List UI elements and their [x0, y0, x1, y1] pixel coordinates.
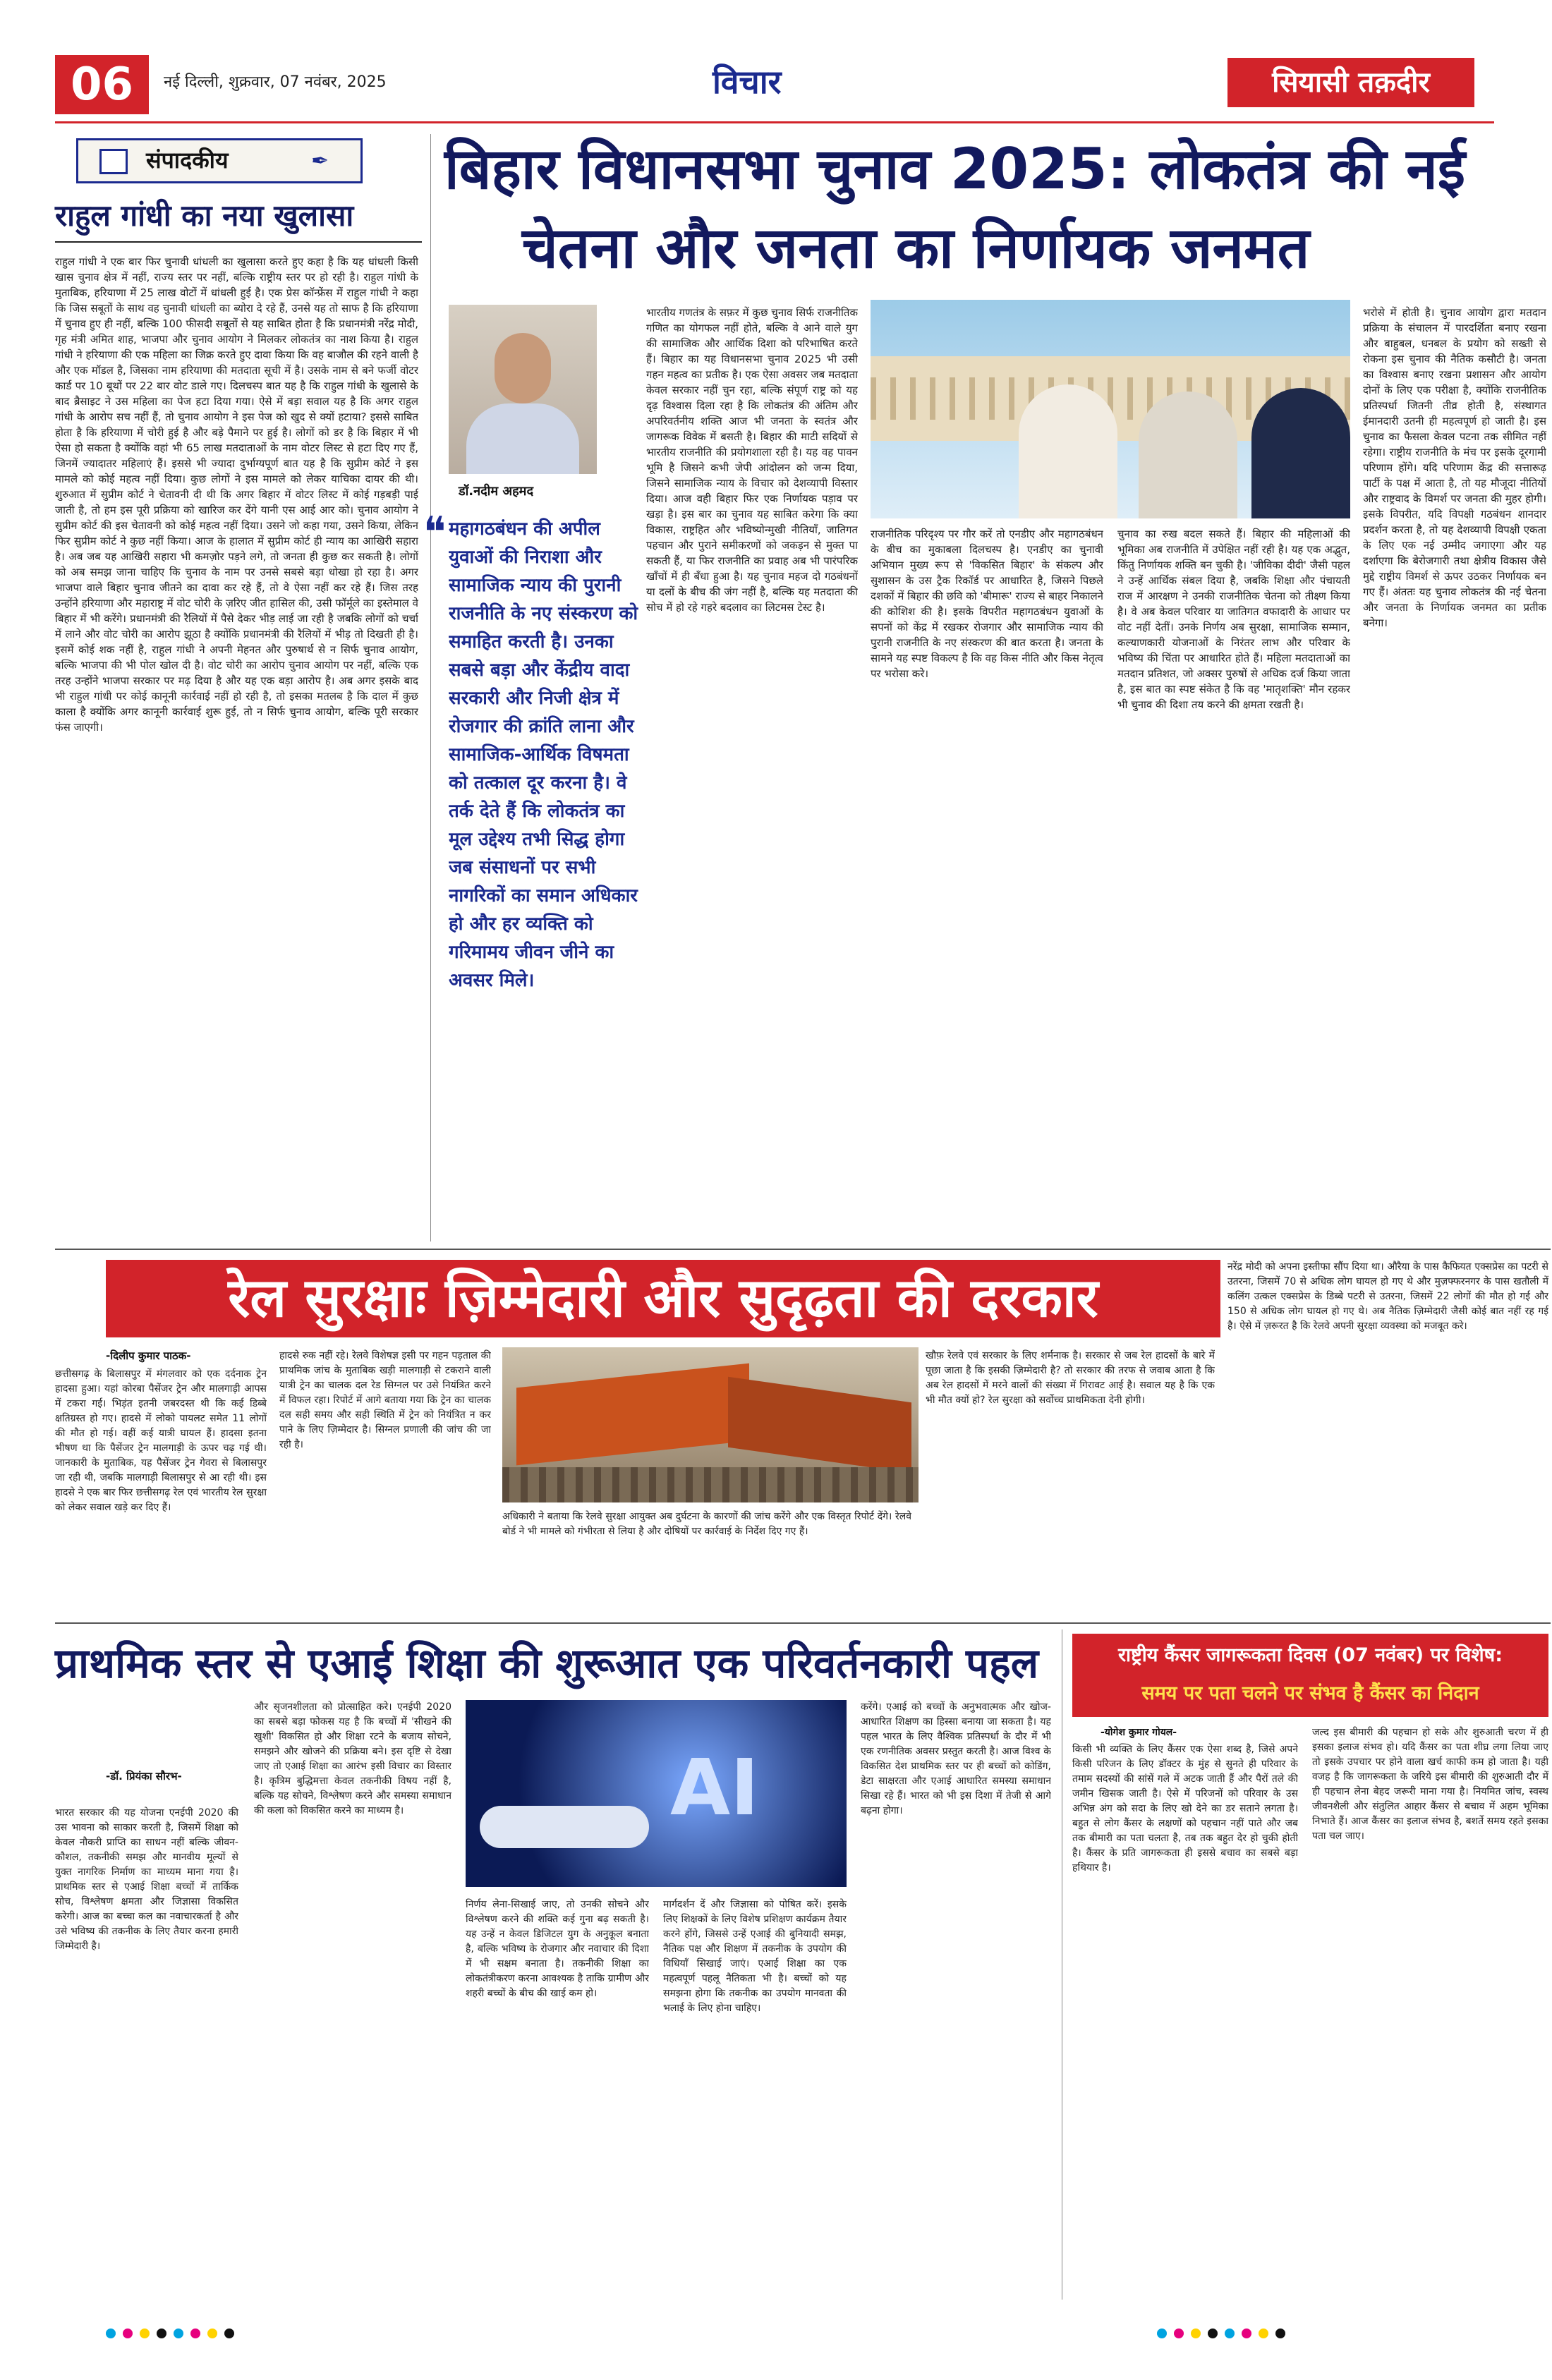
rail-col-4: खौफ़ रेलवे एवं सरकार के लिए शर्मनाक है। सरकार से जब रेल हादसों के बारे में पूछा जाता है कि इसकी ज़िम्मेदारी है? तो सरकार की तरफ से जवाब आता है कि अब रेल हादसों में मरने वालों की संख्या में गिरावट आई है। सवाल यह है कि एक भी मौत क्यों हो? रेल सुरक्षा को सर्वोच्च प्राथमिकता देनी होगी। — [926, 1350, 1215, 1406]
robot-hand — [480, 1806, 649, 1848]
checkbox-icon — [99, 149, 128, 174]
ai-brain-graphic: AI — [670, 1742, 760, 1833]
rail-photo — [502, 1347, 919, 1502]
train-coach-2 — [728, 1377, 911, 1474]
reg-dot-black — [157, 2329, 166, 2338]
author-shirt — [466, 403, 579, 474]
leader-1 — [1019, 384, 1117, 518]
cancer-author: -योगेश कुमार गोयल- — [1101, 1727, 1177, 1738]
reg-dot-magenta — [190, 2329, 200, 2338]
page-number: 06 — [55, 55, 149, 114]
masthead — [0, 0, 1552, 111]
lead-pullquote: महागठबंधन की अपील युवाओं की निराशा और सामाजिक न्याय की पुरानी राजनीति के नए संस्करण को समाहित करती है। उनका सबसे बड़ा और केंद्रीय वादा सरकारी और निजी क्षेत्र में रोजगार की क्रांति लाना और सामाजिक-आर्थिक विषमता को तत्काल दूर करना है। वे तर्क देते हैं कि लोकतंत्र का मूल उद्देश्य तभी सिद्ध होगा जब संसाधनों पर सभी नागरिकों का समान अधिकार हो और हर व्यक्ति को गरिमामय जीवन जीने का अवसर मिले। — [449, 518, 638, 991]
reg-dot-cyan — [1225, 2329, 1235, 2338]
track — [502, 1467, 919, 1502]
reg-dot-cyan — [1157, 2329, 1167, 2338]
reg-dot-magenta — [123, 2329, 133, 2338]
rail-col-3: अधिकारी ने बताया कि रेलवे सुरक्षा आयुक्त अब दुर्घटना के कारणों की जांच करेंगे और एक विस्तृत रिपोर्ट देंगे। रेलवे बोर्ड ने भी मामले को गंभीरता से लिया है और दोषियों पर कार्रवाई के निर्देश दिए गए हैं। — [502, 1511, 911, 1537]
ai-col-4: मार्गदर्शन दें और जिज्ञासा को पोषित करें। इसके लिए शिक्षकों के लिए विशेष प्रशिक्षण कार्यक्रम तैयार करने होंगे, जिससे उन्हें एआई की बुनियादी समझ, नैतिक पक्ष और शिक्षण में तकनीक के उपयोग की विधियाँ सिखाई जाएं। एआई शिक्षा का एक महत्वपूर्ण पहलू नैतिकता भी है। बच्चों को यह समझना होगा कि तकनीक का उपयोग मानवता की भलाई के लिए होना चाहिए। — [663, 1899, 847, 2014]
editorial-body: राहुल गांधी ने एक बार फिर चुनावी धांधली का खुलासा करते हुए कहा है कि यह धांधली किसी खास चुनाव क्षेत्र में नहीं, राज्य स्तर पर नहीं, बल्कि राष्ट्रीय स्तर पर हो रही है। राहुल गांधी के मुताबिक, हरियाणा में 25 लाख वोटों में धांधली हुई है। एक प्रेस कॉन्फ्रेंस में राहुल गांधी ने कहा कि जिस सबूतों के साथ वह चुनावी धांधली का ब्योरा दे रहे हैं, उनसे यह तो साफ है कि हरियाणा में चुनाव हुए ही नहीं, बल्कि 100 फीसदी सबूतों से यह साबित होता है कि प्रधानमंत्री नरेंद्र मोदी, गृह मंत्री अमित शाह, भाजपा और चुनाव आयोग ने मिलकर लोकतंत्र का नाश किया है। राहुल गांधी ने हरियाणा की एक महिला का जिक्र करते हुए दावा किया कि वह बाजौल की रहने वाली है और एक मॉडल है, जिसका नाम हरियाणा की मतदाता सूची में है। उसके नाम से बने फर्जी वोटर कार्ड पर 10 बूथों पर 22 बार वोट डाले गए। दिलचस्प बात यह है कि राहुल गांधी के खुलासे के बाद ब्रैसाइट ने उस महिला का पेज हटा दिया गया। ऐसे में बड़ा सवाल यह है कि अगर राहुल गांधी के आरोप सच नहीं हैं, तो चुनाव आयोग ने इस पेज को खुद से क्यों हटाया? इससे साबित होता है कि हरियाणा में चोरी हुई है और बड़े पैमाने पर हुई है। लोगों को डर है कि बिहार में भी ऐसा हो सकता है क्योंकि वहां भी 65 लाख मतदाताओं के नाम वोटर लिस्ट से हटा दिए गए हैं, जिनमें ज्यादातर महिलाएं हैं। इससे भी ज्यादा दुर्भाग्यपूर्ण बात यह है कि सुप्रीम कोर्ट ने इस मामले को कोई महत्व नहीं दिया। कुछ लोगों ने इस मामले को लेकर याचिका दायर की थी। शुरुआत में सुप्रीम कोर्ट ने चेतावनी दी थी कि अगर बिहार में वोटर लिस्ट में कोई गड़बड़ी पाई जाती है, तो हम इस पूरी प्रक्रिया को खारिज कर देंगे यानी एस आई आर को। चुनाव आयोग ने सुप्रीम कोर्ट की इस चेतावनी को कोई महत्व नहीं दिया। उसने जो कहा गया, उसने किया, लेकिन फिर सुप्रीम कोर्ट ने कुछ नहीं किया। आज के हालात में सुप्रीम कोर्ट ही न्याय का आखिरी सहारा है। अब जब यह आखिरी सहारा भी कमज़ोर पड़ने लगे, तो जनता ही कुछ कर सकती है। लोगों को अब समझ जाना चाहिए कि चुनाव के नाम पर उनसे सबसे बड़ा धोखा हो रहा है। अगर भाजपा वाले बिहार चुनाव जीतने का दावा कर रहे हैं, तो वे ऐसा नहीं कर रहे हैं। जिस तरह उन्होंने हरियाणा और महाराष्ट्र में वोट चोरी के ज़रिए जीत हासिल की, उसी फॉर्मूले का इस्तेमाल वे बिहार में भी करेंगे। प्रधानमंत्री की रैलियों में पैसे देकर भीड़ लाई जा रही है जबकि लोगों को चर्चा में लाने और वोट चोरी का आरोप झूठा है क्योंकि प्रधानमंत्री की रैलियों में भीड़ तो दिखती ही है। इसमें कोई शक नहीं है, राहुल गांधी ने अपनी मेहनत और पुरुषार्थ से न सिर्फ चुनाव आयोग, बल्कि भाजपा की भी पोल खोल दी है। वोट चोरी का आरोप चुनाव आयोग पर नहीं, बल्कि एक तरह उन्होंने भाजपा सरकार पर मढ़ दिया है और यह एक बड़ा आरोप है। अब अगर इसके बाद भी राहुल गांधी पर कोई कानूनी कार्रवाई नहीं हो रही है, तो इसका मतलब है कि दाल में कुछ काला है क्योंकि अगर कानूनी कार्रवाई शुरू हुई, तो न सिर्फ चुनाव आयोग, बल्कि पूरी सरकार फंस जाएगी। — [55, 255, 418, 734]
section-rule-2 — [55, 1622, 1551, 1624]
lead-col-4: भरोसे में होती है। चुनाव आयोग द्वारा मतदान प्रक्रिया के संचालन में पारदर्शिता बनाए रखना और बाहुबल, धनबल के प्रयोग को सख्ती से रोकना इस चुनाव की नैतिक कसौटी है। जनता का विश्वास बनाए रखना प्रशासन और आयोग दोनों के लिए एक परीक्षा है, क्योंकि राजनीतिक प्रतिस्पर्धा जितनी तीव्र होती है, संस्थागत ईमानदारी उतनी ही महत्वपूर्ण हो जाती है। इस चुनाव का फैसला केवल पटना तक सीमित नहीं रहेगा। राष्ट्रीय राजनीति के मंच पर इसके दूरगामी परिणाम होंगे। यदि परिणाम केंद्र की सत्तारूढ़ पार्टी के पक्ष में आता है, तो यह मौजूदा नीतियों और राष्ट्रवाद के विमर्श पर जनता की मुहर होगी। इसके विपरीत, यदि विपक्षी गठबंधन शानदार प्रदर्शन करता है, तो यह देशव्यापी विपक्षी एकता के लिए एक नई उम्मीद जगाएगा और यह दर्शाएगा कि बेरोजगारी तथा क्षेत्रीय विकास जैसे मुद्दे राष्ट्रीय विमर्श से ऊपर उठकर निर्णायक बन गए हैं। अंततः यह चुनाव लोकतंत्र की नई चेतना और जनता के निर्णायक जनमत का प्रतीक बनेगा। — [1363, 306, 1546, 629]
reg-dot-yellow — [207, 2329, 217, 2338]
masthead-rule — [55, 121, 1494, 123]
lead-col-1: भारतीय गणतंत्र के सफ़र में कुछ चुनाव सिर्फ राजनीतिक गणित का योगफल नहीं होते, बल्कि वे आने वाले युग की सामाजिक और आर्थिक दिशा को परिभाषित करते हैं। बिहार का यह विधानसभा चुनाव 2025 भी उसी गहन महत्व का प्रतीक है। एक ऐसा अवसर जब मतदाता केवल सरकार नहीं चुन रहा, बल्कि संपूर्ण राष्ट्र को यह दृढ़ विश्वास दिला रहा है कि लोकतंत्र की अंतिम और अपरिवर्तनीय शक्ति आज भी जनता के स्वतंत्र और जागरूक विवेक में बसती है। बिहार की माटी सदियों से भारतीय राजनीति की प्रयोगशाला रही है। यह वह पावन भूमि है जिसने कभी जेपी आंदोलन को जन्म दिया, जिसने सामाजिक न्याय के विचार को देशव्यापी विस्तार दिया। आज वही बिहार फिर एक निर्णायक पड़ाव पर खड़ा है। इस बार का चुनाव यह साबित करेगा कि क्या विकास, राष्ट्रहित और भविष्योन्मुखी नीतियाँ, जातिगत पहचान और पुराने समीकरणों को जकड़न से मुक्त पा सकती हैं, या फिर राजनीति का प्रवाह अब भी पारंपरिक खाँचों में ही बँधा हुआ है। यह चुनाव महज दो गठबंधनों या दलों के बीच की जंग नहीं है, बल्कि यह मतदाता की सोच में हो रहे गहरे बदलाव का लिटमस टेस्ट है। — [646, 306, 858, 614]
dateline: नई दिल्ली, शुक्रवार, 07 नवंबर, 2025 — [164, 73, 387, 91]
ai-author: -डॉ. प्रियंका सौरभ- — [106, 1770, 182, 1783]
author-photo — [449, 305, 597, 474]
cancer-col-1: किसी भी व्यक्ति के लिए कैंसर एक ऐसा शब्द है, जिसे अपने किसी परिजन के लिए डॉक्टर के मुंह से सुनते ही परिवार के तमाम सदस्यों की सांसें गले में अटक जाती हैं और पैरों तले की जमीन खिसक जाती है। ऐसे में परिजनों को परिवार के उस अभिन्न अंग को सदा के लिए खो देने का डर सताने लगता है। बहुत से लोग कैंसर के लक्षणों को पहचान नहीं पाते और जब तक बीमारी का पता चलता है, तब तक बहुत देर हो चुकी होती है। कैंसर के प्रति जागरूकता ही इससे बचाव का सबसे बड़ा हथियार है। — [1072, 1744, 1298, 1874]
lead-col-2: राजनीतिक परिदृश्य पर गौर करें तो एनडीए और महागठबंधन के बीच का मुकाबला दिलचस्प है। एनडीए का चुनावी अभियान मुख्य रूप से 'विकसित बिहार' के संकल्प और सुशासन के उस ट्रैक रिकॉर्ड पर आधारित है, जिसने पिछले दशकों में बिहार की छवि को 'बीमारू' राज्य से बाहर निकालने की कोशिश की है। इसके विपरीत महागठबंधन युवाओं के सपनों को केंद्र में रखकर रोजगार और सामाजिक न्याय की पुरानी राजनीति के नए संस्करण की बात करता है। जनता के सामने यह स्पष्ट विकल्प है कि वह किस नीति और किस नेतृत्व पर भरोसा करे। — [871, 528, 1103, 680]
quote-icon: ❝ — [423, 508, 447, 557]
cancer-col-2: जल्द इस बीमारी की पहचान हो सके और शुरुआती चरण में ही इसका इलाज संभव हो। यदि कैंसर का पता शीघ्र लगा लिया जाए तो इसके उपचार पर होने वाला खर्च काफी कम हो जाता है। यही वजह है कि जागरूकता के जरिये इस बीमारी की शुरुआती दौर में ही पहचान लेना बेहद जरूरी माना गया है। नियमित जांच, स्वस्थ जीवनशैली और संतुलित आहार कैंसर से बचाव में अहम भूमिका निभाते हैं। आज कैंसर का इलाज संभव है, बशर्ते समय रहते इसका पता चल जाए। — [1312, 1727, 1548, 1842]
lead-headline-2: चेतना और जनता का निर्णायक जनमत — [522, 215, 1310, 281]
rail-author: -दिलीप कुमार पाठक- — [106, 1349, 191, 1362]
ai-photo — [466, 1700, 847, 1887]
reg-dot-cyan — [106, 2329, 116, 2338]
editorial-rule — [55, 241, 422, 243]
rail-col-1: छत्तीसगढ़ के बिलासपुर में मंगलवार को एक दर्दनाक ट्रेन हादसा हुआ। यहां कोरबा पैसेंजर ट्रेन और मालगाड़ी आपस में टकरा गई। भिड़ंत इतनी जबरदस्त थी कि कई डिब्बे क्षतिग्रस्त हो गए। हादसे में लोको पायलट समेत 11 लोगों की मौत हो गई। वहीं कई यात्री घायल हैं। हादसा इतना भीषण था कि पैसेंजर ट्रेन मालगाड़ी के ऊपर चढ़ गई थी। जानकारी के मुताबिक, यह पैसेंजर ट्रेन गेवरा से बिलासपुर जा रही थी, जबकि मालगाड़ी बिलासपुर से आ रही थी। इस हादसे ने एक बार फिर छत्तीसगढ़ रेल एवं भारतीय रेल सुरक्षा को लेकर सवाल खड़े कर दिए हैं। — [55, 1368, 267, 1513]
reg-dot-yellow — [1259, 2329, 1268, 2338]
lead-photo — [871, 300, 1350, 518]
reg-dot-black — [1275, 2329, 1285, 2338]
reg-dot-yellow — [140, 2329, 150, 2338]
editorial-label: संपादकीय — [146, 147, 229, 174]
reg-dot-magenta — [1242, 2329, 1251, 2338]
rail-col-2: हादसे रुक नहीं रहे। रेलवे विशेषज्ञ इसी पर गहन पड़ताल की प्राथमिक जांच के मुताबिक खड़ी मालगाड़ी से टकराने वाली यात्री ट्रेन का चालक दल रेड सिग्नल पर उसे नियंत्रित करने में विफल रहा। रिपोर्ट में आगे बताया गया कि ट्रेन का चालक दल सही समय और सही स्थिति में ट्रेन को नियंत्रित न कर पाने के लिए ज़िम्मेदार है। सिग्नल प्रणाली की जांच की जा रही है। — [279, 1350, 491, 1450]
lead-headline-1: बिहार विधानसभा चुनाव 2025: लोकतंत्र की नई — [444, 136, 1466, 202]
cancer-headline-band — [1072, 1634, 1548, 1717]
ai-col-3: निर्णय लेना-सिखाई जाए, तो उनकी सोचने और विश्लेषण करने की शक्ति कई गुना बढ़ सकती है। यह उन्हें न केवल डिजिटल युग के अनुकूल बनाता है, बल्कि भविष्य के रोजगार और नवाचार की दिशा में भी सक्षम बनाता है। तकनीकी शिक्षा का लोकतंत्रीकरण करना आवश्यक है ताकि ग्रामीण और शहरी बच्चों के बीच की खाई कम हो। — [466, 1899, 649, 1999]
reg-dot-black — [1208, 2329, 1218, 2338]
editorial — [55, 134, 422, 1234]
section-label: विचार — [713, 63, 782, 101]
train-coach-1 — [516, 1364, 749, 1466]
reg-dot-black — [224, 2329, 234, 2338]
leader-3 — [1251, 388, 1350, 518]
lead-author: डॉ.नदीम अहमद — [459, 484, 534, 499]
editorial-headline: राहुल गांधी का नया खुलासा — [55, 198, 354, 233]
ai-headline: प्राथमिक स्तर से एआई शिक्षा की शुरूआत एक परिवर्तनकारी पहल — [55, 1639, 1039, 1687]
registration-strip-right — [1157, 2326, 1439, 2340]
lead-col-3: चुनाव का रुख बदल सकते हैं। बिहार की महिलाओं की भूमिका अब राजनीति में उपेक्षित नहीं रही है। यह एक अद्भुत, किंतु निर्णायक शक्ति बन चुकी है। 'जीविका दीदी' जैसी पहल ने उन्हें आर्थिक संबल दिया है, जबकि शिक्षा और पंचायती राज में आरक्षण ने उनकी राजनीतिक चेतना को तीक्ष्ण किया है। वे अब केवल परिवार या जातिगत वफादारी के आधार पर वोट नहीं देतीं। उनके निर्णय अब सुरक्षा, सामाजिक सम्मान, कल्याणकारी योजनाओं के निरंतर लाभ और परिवार के भविष्य की चिंता पर आधारित होते हैं। महिला मतदाताओं का मतदान प्रतिशत, जो अक्सर पुरुषों से अधिक दर्ज किया जाता है, इस बात का स्पष्ट संकेत है कि वह 'मातृशक्ति' मौन रहकर भी चुनाव की दिशा तय करने की क्षमता रखती है। — [1117, 528, 1350, 711]
rail-headline-band — [106, 1260, 1220, 1337]
column-title: सियासी तक़दीर — [1227, 58, 1474, 107]
ai-col-1: भारत सरकार की यह योजना एनईपी 2020 की उस भावना को साकार करती है, जिसमें शिक्षा को केवल नौकरी प्राप्ति का साधन नहीं बल्कि जीवन-कौशल, तकनीकी समझ और मानवीय मूल्यों से युक्त नागरिक निर्माण का माध्यम माना गया है। प्राथमिक स्तर से एआई शिक्षा बच्चों में तार्किक सोच, विश्लेषण क्षमता और जिज्ञासा विकसित करेगी। आज का बच्चा कल का नवाचारकर्ता है और उसे भविष्य की तकनीक के लिए तैयार करना हमारी जिम्मेदारी है। — [55, 1807, 238, 1952]
editorial-divider — [430, 134, 431, 1241]
cancer-headline-1: राष्ट्रीय कैंसर जागरूकता दिवस (07 नवंबर) पर विशेष: — [1117, 1644, 1503, 1666]
ai-col-2: और सृजनशीलता को प्रोत्साहित करे। एनईपी 2020 का सबसे बड़ा फोकस यह है कि बच्चों में 'सीखने की खुशी' विकसित हो और शिक्षा रटने के बजाय सोचने, समझने और खोजने की प्रक्रिया बने। इस दृष्टि से देखा जाए तो एआई शिक्षा का आरंभ इसी विचार का विस्तार है। कृत्रिम बुद्धिमत्ता केवल तकनीकी विषय नहीं है, बल्कि यह सोचने, विश्लेषण करने और समस्या समाधान की कला को विकसित करने का माध्यम है। — [254, 1701, 451, 1816]
section-rule-1 — [55, 1249, 1551, 1250]
author-face — [495, 333, 551, 403]
rail-col-5: नरेंद्र मोदी को अपना इस्तीफा सौंप दिया था। औरैया के पास कैफियत एक्सप्रेस का पटरी से उतरना, जिसमें 70 से अधिक लोग घायल हो गए थे और मुज़फ्फरनगर के पास खतौली में कलिंग उत्कल एक्सप्रेस के डिब्बे पटरी से उतरना, जिसमें 22 लोगों की मौत हो गई और 150 से अधिक लोग घायल हो गए थे। अब नैतिक ज़िम्मेदारी जैसी कोई बात नहीं रह गई है। ऐसे में ज़रूरत है कि रेलवे अपनी सुरक्षा व्यवस्था को मजबूत करे। — [1227, 1261, 1548, 1332]
reg-dot-cyan — [174, 2329, 183, 2338]
registration-strip-left — [106, 2326, 388, 2340]
reg-dot-magenta — [1174, 2329, 1184, 2338]
cancer-headline-2: समय पर पता चलने पर संभव है कैंसर का निदान — [1141, 1682, 1479, 1704]
rail-headline: रेल सुरक्षाः ज़िम्मेदारी और सुदृढ़ता की दरकार — [228, 1266, 1098, 1329]
leader-2 — [1139, 391, 1237, 518]
reg-dot-yellow — [1191, 2329, 1201, 2338]
editorial-label-box — [76, 138, 363, 183]
pen-icon: ✒ — [311, 149, 329, 174]
ai-col-5: करेंगे। एआई को बच्चों के अनुभवात्मक और खोज-आधारित शिक्षण का हिस्सा बनाया जा सकता है। यह पहल भारत के लिए वैश्विक प्रतिस्पर्धा के दौर में भी एक रणनीतिक अवसर प्रस्तुत करती है। आज विश्व के विकसित देश प्राथमिक स्तर पर ही बच्चों को कोडिंग, डेटा साक्षरता और एआई आधारित समस्या समाधान सिखा रहे हैं। भारत को भी इस दिशा में तेजी से आगे बढ़ना होगा। — [861, 1701, 1051, 1816]
